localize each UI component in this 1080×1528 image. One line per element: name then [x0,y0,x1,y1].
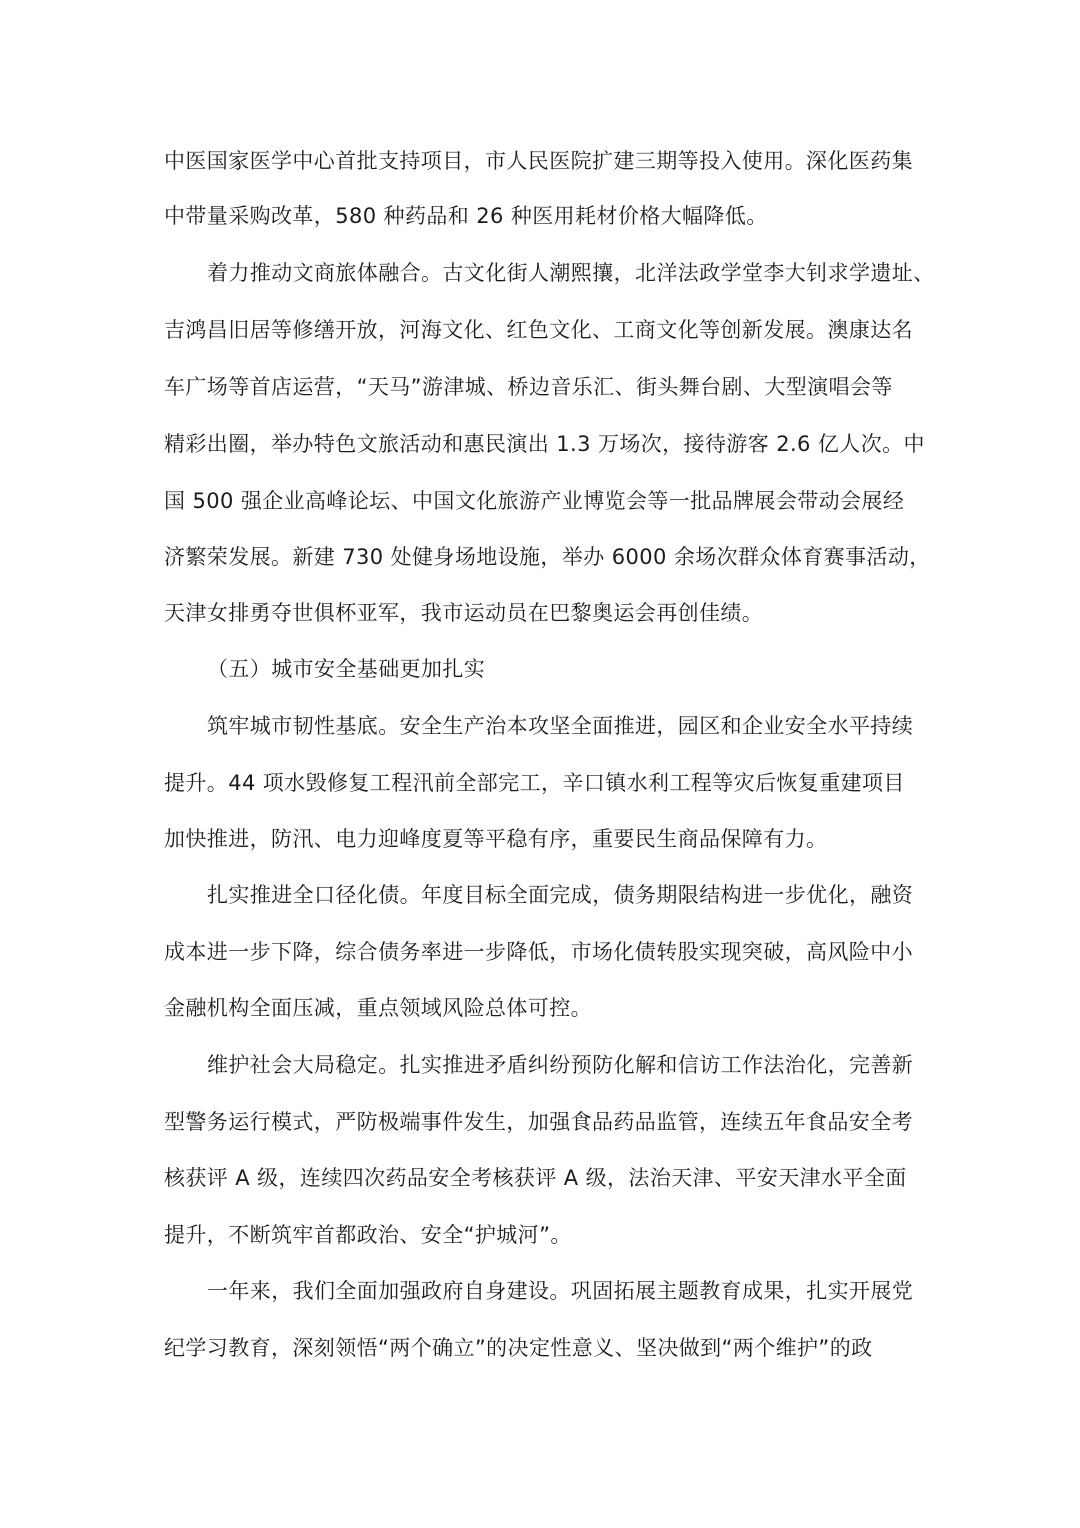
text-line: 金融机构全面压减，重点领域风险总体可控。 [164,996,592,1020]
text-line: 提升。44 项水毁修复工程汛前全部完工，辛口镇水利工程等灾后恢复重建项目 [164,771,905,795]
text-line: 着力推动文商旅体融合。古文化街人潮熙攘，北洋法政学堂李大钊求学遗址、 [207,261,935,285]
text-line: 筑牢城市韧性基底。安全生产治本攻坚全面推进，园区和企业安全水平持续 [207,714,914,738]
text-line: 吉鸿昌旧居等修缮开放，河海文化、红色文化、工商文化等创新发展。澳康达名 [164,318,913,342]
text-line: 天津女排勇夺世俱杯亚军，我市运动员在巴黎奥运会再创佳绩。 [164,601,764,625]
section-heading: （五）城市安全基础更加扎实 [207,657,486,681]
text-line: 加快推进，防汛、电力迎峰度夏等平稳有序，重要民生商品保障有力。 [164,827,828,851]
text-line: 核获评 A 级，连续四次药品安全考核获评 A 级，法治天津、平安天津水平全面 [164,1166,907,1190]
text-line: 一年来，我们全面加强政府自身建设。巩固拓展主题教育成果，扎实开展党 [207,1279,914,1303]
text-line: 扎实推进全口径化债。年度目标全面完成，债务期限结构进一步优化，融资 [207,883,914,907]
text-line: 中医国家医学中心首批支持项目，市人民医院扩建三期等投入使用。深化医药集 [164,149,913,173]
text-line: 提升，不断筑牢首都政治、安全“护城河”。 [164,1223,572,1247]
text-line: 济繁荣发展。新建 730 处健身场地设施，举办 6000 余场次群众体育赛事活动， [164,545,931,569]
text-line: 国 500 强企业高峰论坛、中国文化旅游产业博览会等一批品牌展会带动会展经 [164,489,905,513]
text-line: 维护社会大局稳定。扎实推进矛盾纠纷预防化解和信访工作法治化，完善新 [207,1053,914,1077]
text-line: 精彩出圈，举办特色文旅活动和惠民演出 1.3 万场次，接待游客 2.6 亿人次。中 [164,432,925,456]
text-line: 车广场等首店运营，“天马”游津城、桥边音乐汇、街头舞台剧、大型演唱会等 [164,375,893,399]
text-line: 中带量采购改革，580 种药品和 26 种医用耗材价格大幅降低。 [164,204,768,228]
text-line: 型警务运行模式，严防极端事件发生，加强食品药品监管，连续五年食品安全考 [164,1110,913,1134]
text-line: 纪学习教育，深刻领悟“两个确立”的决定性意义、坚决做到“两个维护”的政 [164,1336,873,1360]
text-line: 成本进一步下降，综合债务率进一步降低，市场化债转股实现突破，高风险中小 [164,940,913,964]
